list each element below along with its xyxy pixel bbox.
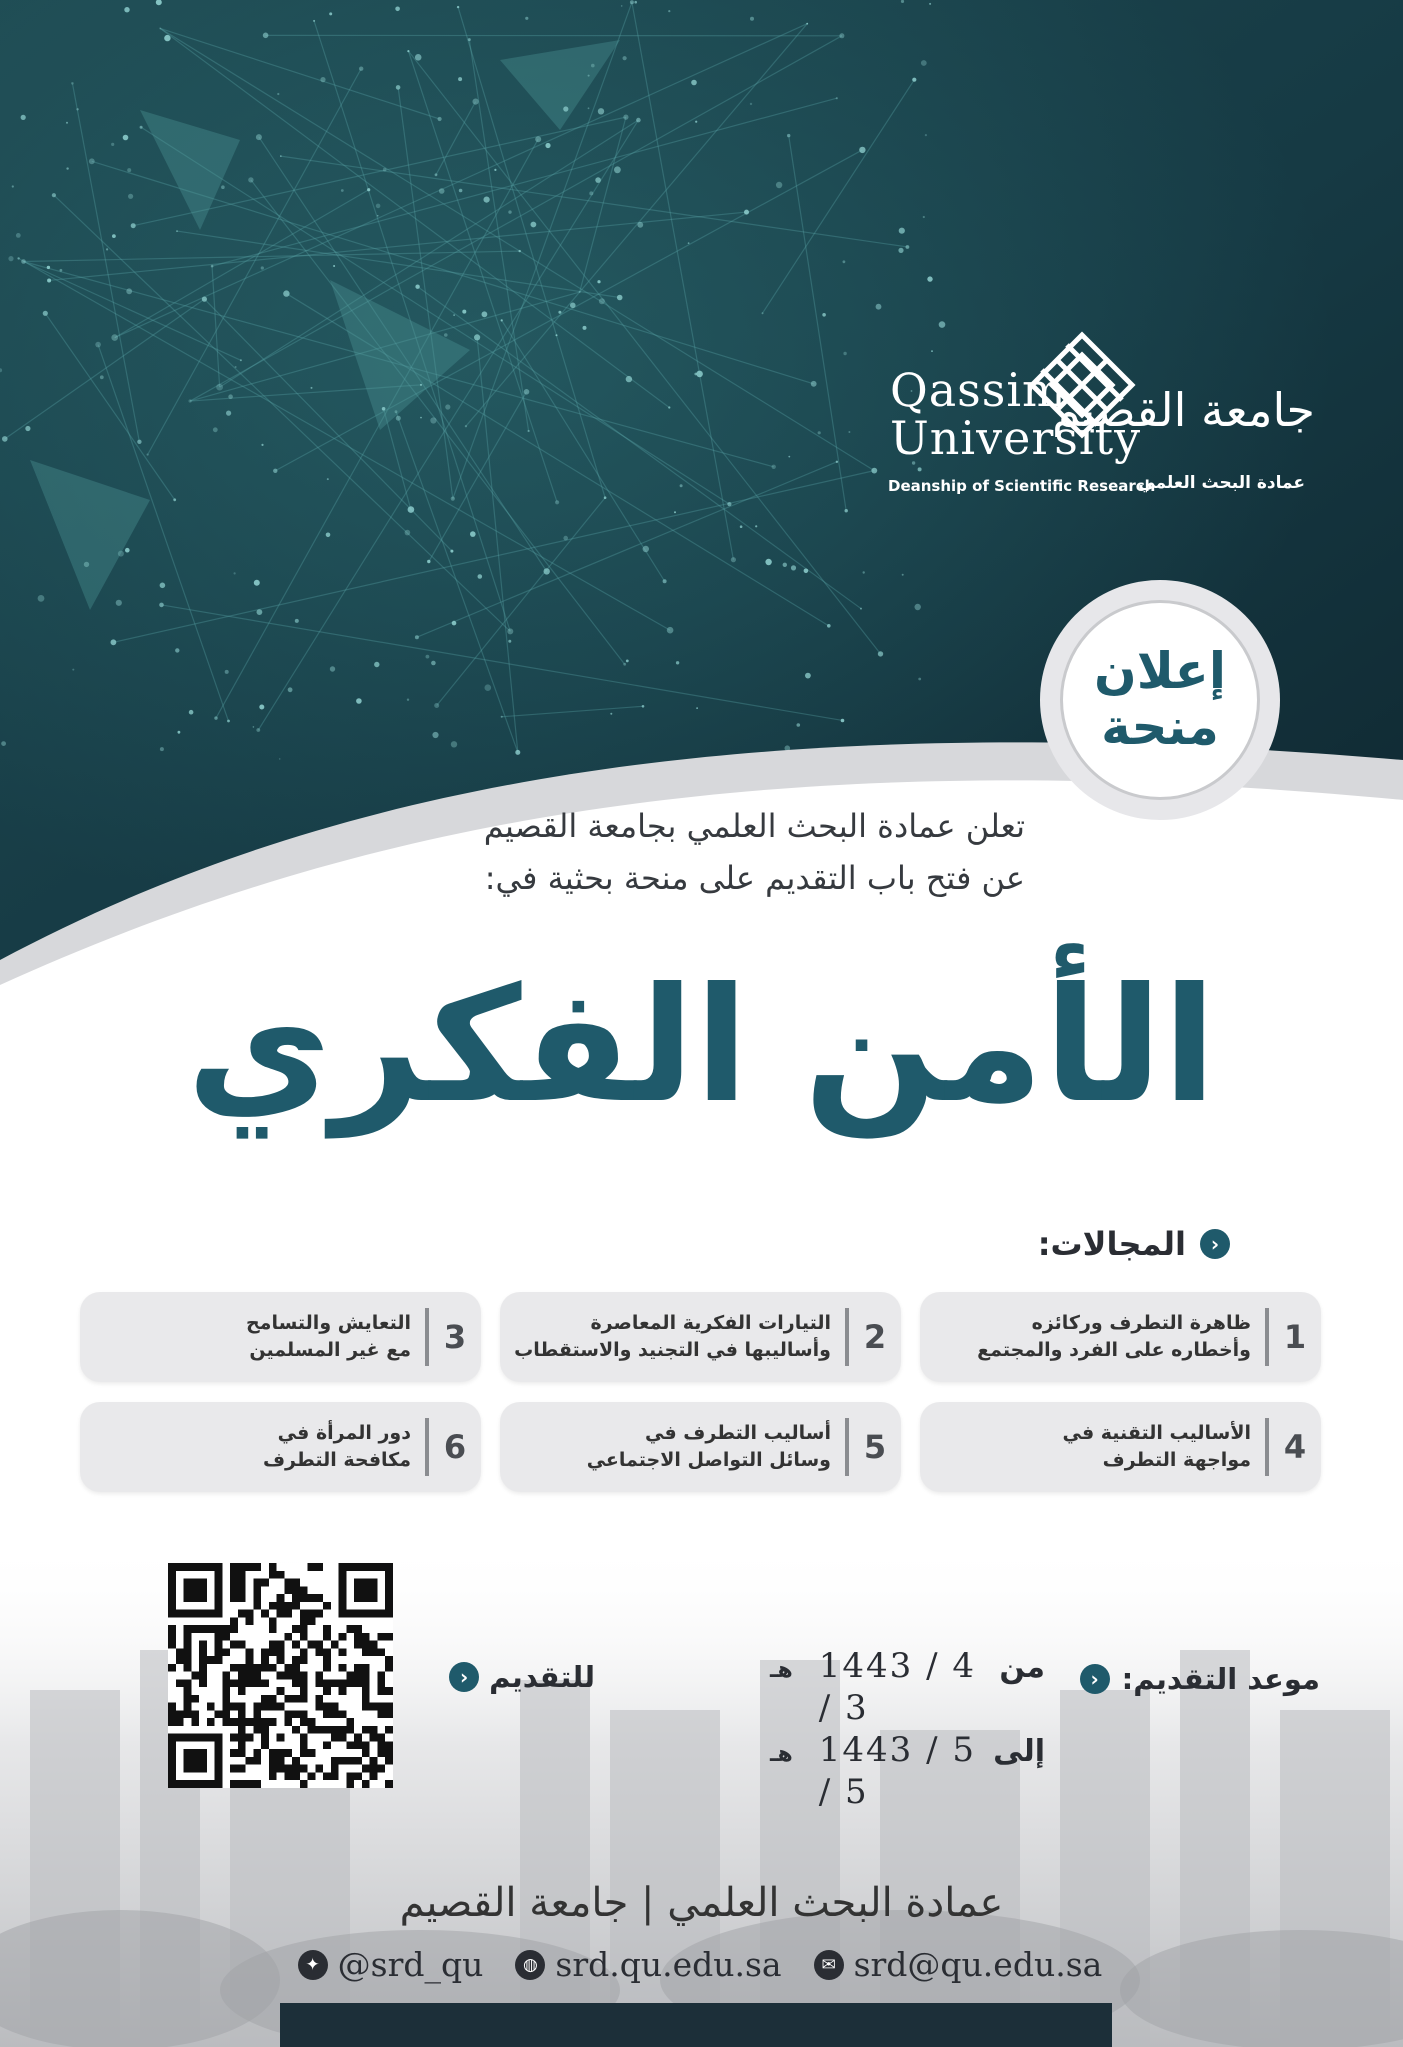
fields-heading	[980, 1225, 1230, 1263]
field-line1: ظاهرة التطرف وركائزه	[1031, 1312, 1251, 1334]
field-text	[920, 1310, 1251, 1364]
field-number: 2	[863, 1318, 887, 1356]
field-line1: دور المرأة في	[277, 1422, 411, 1444]
date-from-row	[770, 1645, 1045, 1729]
badge-line1: إعلان	[1094, 642, 1226, 700]
badge-line2: منحة	[1101, 698, 1219, 756]
date-from-label: من	[999, 1650, 1045, 1685]
date-from-value: 1443 / 4 / 3	[818, 1646, 977, 1728]
chevron-left-icon: ‹	[1080, 1664, 1110, 1694]
footer-deanship-text: عمادة البحث العلمي | جامعة القصيم	[399, 1880, 1004, 1926]
date-to-row	[770, 1729, 1045, 1813]
field-line2: وسائل التواصل الاجتماعي	[586, 1449, 831, 1471]
university-logo	[880, 325, 1320, 505]
field-card-1	[920, 1292, 1321, 1382]
intro-line1: تعلن عمادة البحث العلمي بجامعة القصيم	[483, 807, 1025, 845]
field-card-4	[920, 1402, 1321, 1492]
field-text	[920, 1420, 1251, 1474]
field-text	[80, 1420, 411, 1474]
field-card-6	[80, 1402, 481, 1492]
hijri-suffix: هـ	[770, 1658, 793, 1683]
field-card-2	[500, 1292, 901, 1382]
apply-label: للتقديم	[489, 1660, 595, 1694]
globe-icon: ◍	[515, 1950, 545, 1980]
field-line1: التيارات الفكرية المعاصرة	[590, 1312, 831, 1334]
logo-subtitle-en: Deanship of Scientific Research	[888, 477, 1156, 495]
twitter-contact[interactable]	[298, 1945, 484, 1984]
apply-link[interactable]	[415, 1660, 595, 1694]
field-line1: التعايش والتسامح	[245, 1312, 411, 1334]
logo-text-en-line2: University	[890, 411, 1142, 465]
main-title: الأمن الفكري	[186, 954, 1217, 1138]
field-line2: مع غير المسلمين	[249, 1339, 411, 1361]
field-line2: مكافحة التطرف	[262, 1449, 411, 1471]
email-contact[interactable]	[814, 1945, 1103, 1984]
field-line2: وأساليبها في التجنيد والاستقطاب	[514, 1339, 831, 1361]
deadline-label: موعد التقديم:	[1121, 1662, 1320, 1696]
field-number: 6	[443, 1428, 467, 1466]
field-number: 3	[443, 1318, 467, 1356]
announcement-badge	[1060, 600, 1260, 800]
field-text	[500, 1420, 831, 1474]
field-text	[80, 1310, 411, 1364]
qr-code-icon[interactable]	[168, 1563, 393, 1788]
chevron-left-icon: ‹	[1200, 1229, 1230, 1259]
field-card-5	[500, 1402, 901, 1492]
twitter-icon: ✦	[298, 1950, 328, 1980]
date-to-value: 1443 / 5 / 5	[818, 1730, 977, 1812]
field-number: 1	[1283, 1318, 1307, 1356]
field-line2: مواجهة التطرف	[1102, 1449, 1251, 1471]
contact-row	[250, 1945, 1150, 1984]
fields-heading-label: المجالات:	[1037, 1225, 1186, 1263]
logo-text-ar: جامعة القصيم	[1051, 383, 1315, 437]
hijri-suffix: هـ	[770, 1742, 793, 1767]
website-contact[interactable]	[515, 1945, 781, 1984]
chevron-left-icon: ‹	[449, 1662, 479, 1692]
logo-text-en-line1: Qassim	[890, 363, 1067, 417]
bottom-bar	[280, 2003, 1112, 2047]
field-card-3	[80, 1292, 481, 1382]
intro-line2: عن فتح باب التقديم على منحة بحثية في:	[484, 859, 1025, 897]
intro-text	[300, 800, 1025, 904]
deadline-label-row	[1040, 1662, 1320, 1696]
website-url: srd.qu.edu.sa	[555, 1945, 782, 1984]
date-to-label: إلى	[993, 1734, 1045, 1769]
email-address: srd@qu.edu.sa	[853, 1945, 1103, 1984]
twitter-handle: @srd_qu	[337, 1945, 484, 1984]
field-number: 4	[1283, 1428, 1307, 1466]
email-icon: ✉	[814, 1950, 844, 1980]
deadline-dates	[770, 1645, 1045, 1813]
field-text	[500, 1310, 831, 1364]
field-line1: أساليب التطرف في	[644, 1422, 831, 1444]
field-line2: وأخطاره على الفرد والمجتمع	[977, 1339, 1251, 1361]
field-line1: الأساليب التقنية في	[1062, 1422, 1251, 1444]
logo-subtitle-ar: عمادة البحث العلمي	[1138, 473, 1305, 493]
field-number: 5	[863, 1428, 887, 1466]
